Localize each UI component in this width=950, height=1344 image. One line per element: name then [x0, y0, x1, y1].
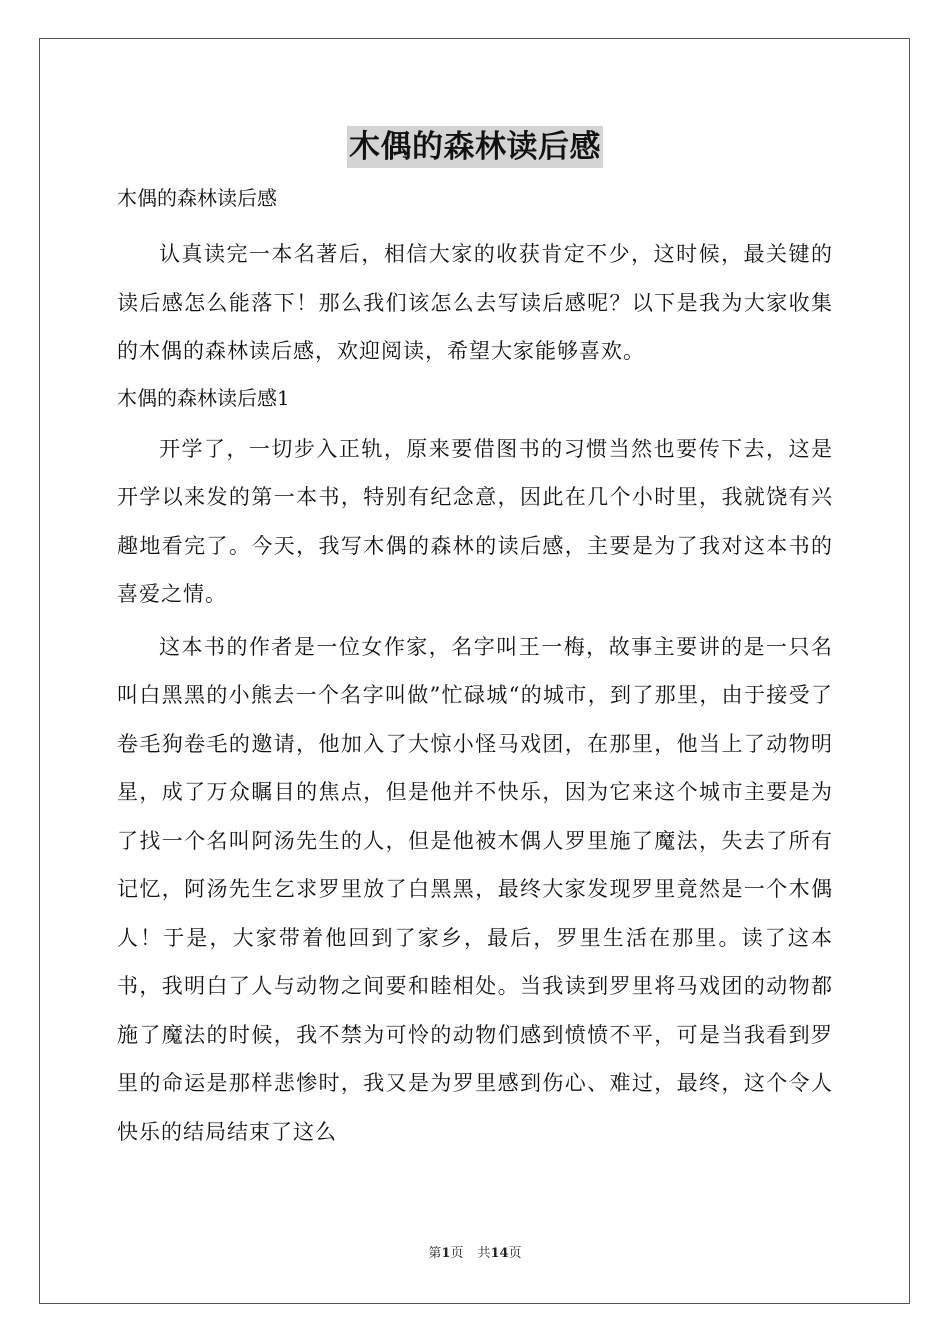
body-paragraph-2: 这本书的作者是一位女作家，名字叫王一梅，故事主要讲的是一只名叫白黑黑的小熊去一个名字叫做”忙碌城“的城市，到了那里，由于接受了卷毛狗卷毛的邀请，他加入了大惊小怪马戏团，在那里，他当上了动物明星，成了万众瞩目的焦点，但是他并不快乐，因为它来这个城市主要是为了找一个名叫阿汤先生的人，但是他被木偶人罗里施了魔法，失去了所有记忆，阿汤先生乞求罗里放了白黑黑，最终大家发现罗里竟然是一个木偶人！于是，大家带着他回到了家乡，最后，罗里生活在那里。读了这本书，我明白了人与动物之间要和睦相处。当我读到罗里将马戏团的动物都施了魔法的时候，我不禁为可怜的动物们感到愤愤不平，可是当我看到罗里的命运是那样悲惨时，我又是为罗里感到伤心、难过，最终，这个令人快乐的结局结束了这么: [117, 634, 833, 1144]
total-prefix: 共: [477, 1246, 491, 1261]
title-container: [0, 126, 950, 168]
section-heading: 木偶的森林读后感1: [117, 385, 290, 410]
total-unit: 页: [508, 1246, 522, 1261]
document-body: [117, 178, 833, 1156]
page-total: 14: [490, 1246, 509, 1261]
page-unit: 页: [450, 1246, 464, 1261]
document-title: 木偶的森林读后感: [347, 126, 603, 168]
page-footer: [0, 1242, 950, 1261]
page-prefix: 第: [428, 1246, 442, 1261]
intro-paragraph: 认真读完一本名著后，相信大家的收获肯定不少，这时候，最关键的读后感怎么能落下！那么我们该怎么去写读后感呢？以下是我为大家收集的木偶的森林读后感，欢迎阅读，希望大家能够喜欢。: [117, 242, 833, 363]
document-subtitle: 木偶的森林读后感: [117, 186, 277, 210]
body-paragraph-1: 开学了，一切步入正轨，原来要借图书的习惯当然也要传下去，这是开学以来发的第一本书，特别有纪念意，因此在几个小时里，我就饶有兴趣地看完了。今天，我写木偶的森林的读后感，主要是为了我对这本书的喜爱之情。: [117, 436, 833, 606]
page-current: 1: [441, 1246, 451, 1261]
